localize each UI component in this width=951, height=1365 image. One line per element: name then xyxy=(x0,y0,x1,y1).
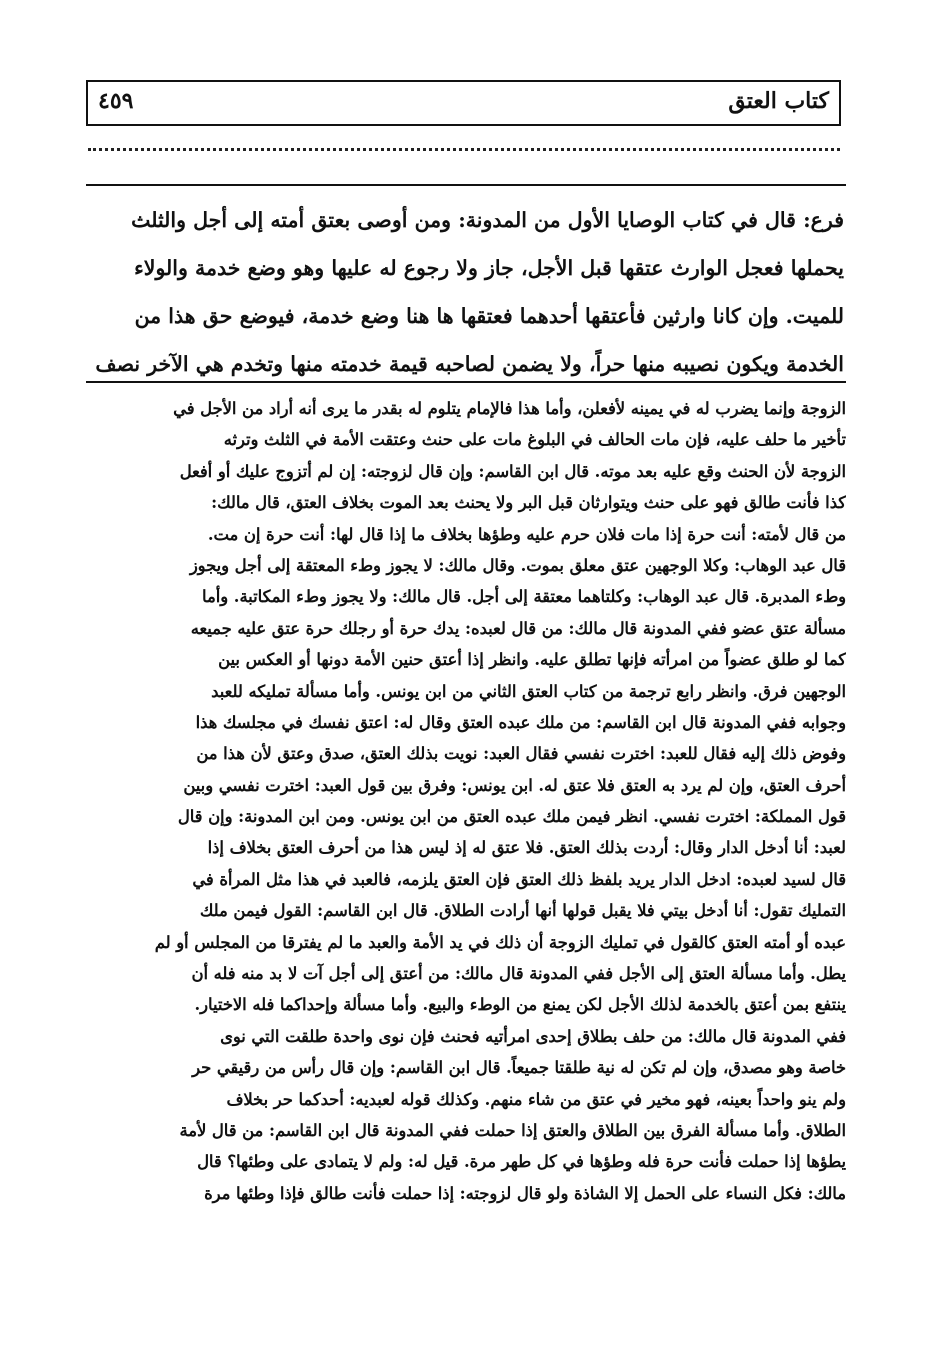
footnote-line: قال عبد الوهاب: وكلا الوجهين عتق معلق بموت. وقال مالك: لا يجوز وطء المعتقة إلى أجل ويجوز xyxy=(189,555,846,575)
footnote-block xyxy=(86,393,846,1209)
footnote-line: عبده أو أمته العتق كالقول في تمليك الزوجة أن ذلك في يد الأمة والعبد ما لم يفترقا من المجلس أو لم xyxy=(154,932,846,952)
page-number: ٤٥٩ xyxy=(98,88,134,114)
footnote-line: قول المملكة: اخترت نفسي. انظر فيمن ملك عبده العتق من ابن يونس. ومن ابن المدونة: وإن قال xyxy=(177,807,846,827)
footnote-line: من قال لأمته: أنت حرة إذا مات فلان حرم عليه وطؤها بخلاف ما إذا قال لها: أنت حرة إن مت. xyxy=(207,524,846,544)
footnote-line: كذا فأنت طالق فهو على حنث ويتوارثان قبل البر ولا يحنث بعد الموت بخلاف العتق، قال مالك: xyxy=(211,493,846,513)
main-text-line: فرع: قال في كتاب الوصايا الأول من المدونة: ومن أوصى بعتق أمته إلى أجل والثلث xyxy=(131,208,844,232)
footnote-line: الزوجة لأن الحنث وقع عليه بعد موته. قال ابن القاسم: وإن قال لزوجته: إن لم أتزوج عليك أو أفعل xyxy=(179,461,846,481)
main-text-line: الخدمة ويكون نصيبه منها حراً، ولا يضمن لصاحبه قيمة خدمته منها وتخدم هي الآخر نصف xyxy=(95,352,844,376)
main-text-block xyxy=(86,196,844,388)
footnote-line: لعبد: أنا أدخل الدار وقال: أردت بذلك العتق. فلا عتق له إذ ليس هذا من أحرف العتق بخلاف إذا xyxy=(207,838,846,858)
footnote-line: الطلاق. وأما مسألة الفرق بين الطلاق والعتق إذا حملت ففي المدونة قال ابن القاسم: من قال لأمة xyxy=(179,1120,846,1140)
book-title: كتاب العتق xyxy=(728,88,829,114)
footnote-line: أحرف العتق، وإن لم يرد به العتق فلا عتق له. ابن يونس: وفرق بين قول العبد: اخترت نفسي وبين xyxy=(183,775,846,795)
footnote-separator-rule xyxy=(86,381,846,383)
footnote-line: قال لسيد لعبده: ادخل الدار يريد بلفظ ذلك العتق فإن العتق يلزمه، فالعبد في هذا مثل المرأة في xyxy=(192,869,846,889)
footnote-line: وفوض ذلك إليه فقال للعبد: اخترت نفسي فقال العبد: نويت بذلك العتق، صدق وعتق لأن هذا من xyxy=(196,744,846,764)
main-text-top-rule xyxy=(86,184,846,186)
footnote-line: تأخير ما حلف عليه، فإن مات الحالف في البلوغ مات على حنث وعتقت الأمة في الثلث وترثه xyxy=(223,430,846,450)
footnote-line: الزوجة وإنما يضرب له في يمينه لأفعلن، وأما هذا فالإمام يتلوم له بقدر ما يرى أنه أراد من الأجل في xyxy=(173,399,846,418)
footnote-line: وطء المدبرة. قال عبد الوهاب: وكلتاهما معتقة إلى أجل. قال مالك: ولا يجوز وطء المكاتبة. وأما xyxy=(202,587,846,607)
dotted-separator xyxy=(88,148,840,151)
footnote-line: مسألة عتق عضو ففي المدونة قال مالك: من قال لعبده: يدك حرة أو رجلك حرة عتق عليه جميعه xyxy=(190,618,846,638)
footnote-line: ينتفع بمن أعتق بالخدمة لذلك الأجل لكن يمنع من الوطء والبيع. وأما مسألة وإحداكما فله الاختيار. xyxy=(194,995,846,1015)
running-header xyxy=(86,80,841,126)
footnote-line: الوجهين فرق. وانظر رابع ترجمة من كتاب العتق الثاني من ابن يونس. وأما مسألة تمليكه للعبد xyxy=(211,681,846,701)
footnote-line: يطؤها إذا حملت فأنت حرة فله وطؤها في كل طهر مرة. قيل له: ولم لا يتمادى على وطئها؟ قال xyxy=(197,1152,846,1172)
main-text-line: يحملها فعجل الوارث عتقها قبل الأجل، جاز ولا رجوع له عليها وهو وضع خدمة والولاء xyxy=(134,256,844,280)
footnote-line: مالك: فكل النساء على الحمل إلا الشاذة ولو قال لزوجته: إذا حملت فأنت طالق فإذا وطئها مرة xyxy=(204,1183,846,1203)
footnote-line: خاصة وهو مصدق، وإن لم تكن له نية طلقتا جميعاً. قال ابن القاسم: وإن قال رأس من رقيقي حر xyxy=(192,1058,846,1078)
footnote-line: يطل. وأما مسألة العتق إلى الأجل ففي المدونة قال مالك: من أعتق إلى أجل آت لا بد منه فله أن xyxy=(191,964,846,984)
footnote-line: كما لو طلق عضواً من امرأته فإنها تطلق عليه. وانظر إذا أعتق حنين الأمة دونها أو العكس بين xyxy=(218,650,846,670)
footnote-line: وجوابه ففي المدونة قال ابن القاسم: من ملك عبده العتق وقال له: اعتق نفسك في مجلسك هذا xyxy=(195,712,846,732)
footnote-line: ففي المدونة قال مالك: من حلف بطلاق إحدى امرأتيه فحنث فإن نوى واحدة طلقت التي نوى xyxy=(220,1026,846,1046)
main-text-line: للميت. وإن كانا وارثين فأعتقها أحدهما فعتقها ها هنا وضع خدمة، فيوضع حق هذا من xyxy=(134,304,844,328)
footnote-line: ولم ينو واحداً بعينه، فهو مخير في عتق من شاء منهم. وكذلك قوله لعبديه: أحدكما حر بخلاف xyxy=(226,1089,846,1109)
footnote-line: التمليك تقول: أنا أدخل بيتي فلا يقبل قولها أنها أرادت الطلاق. قال ابن القاسم: القول فيمن ملك xyxy=(199,901,846,921)
